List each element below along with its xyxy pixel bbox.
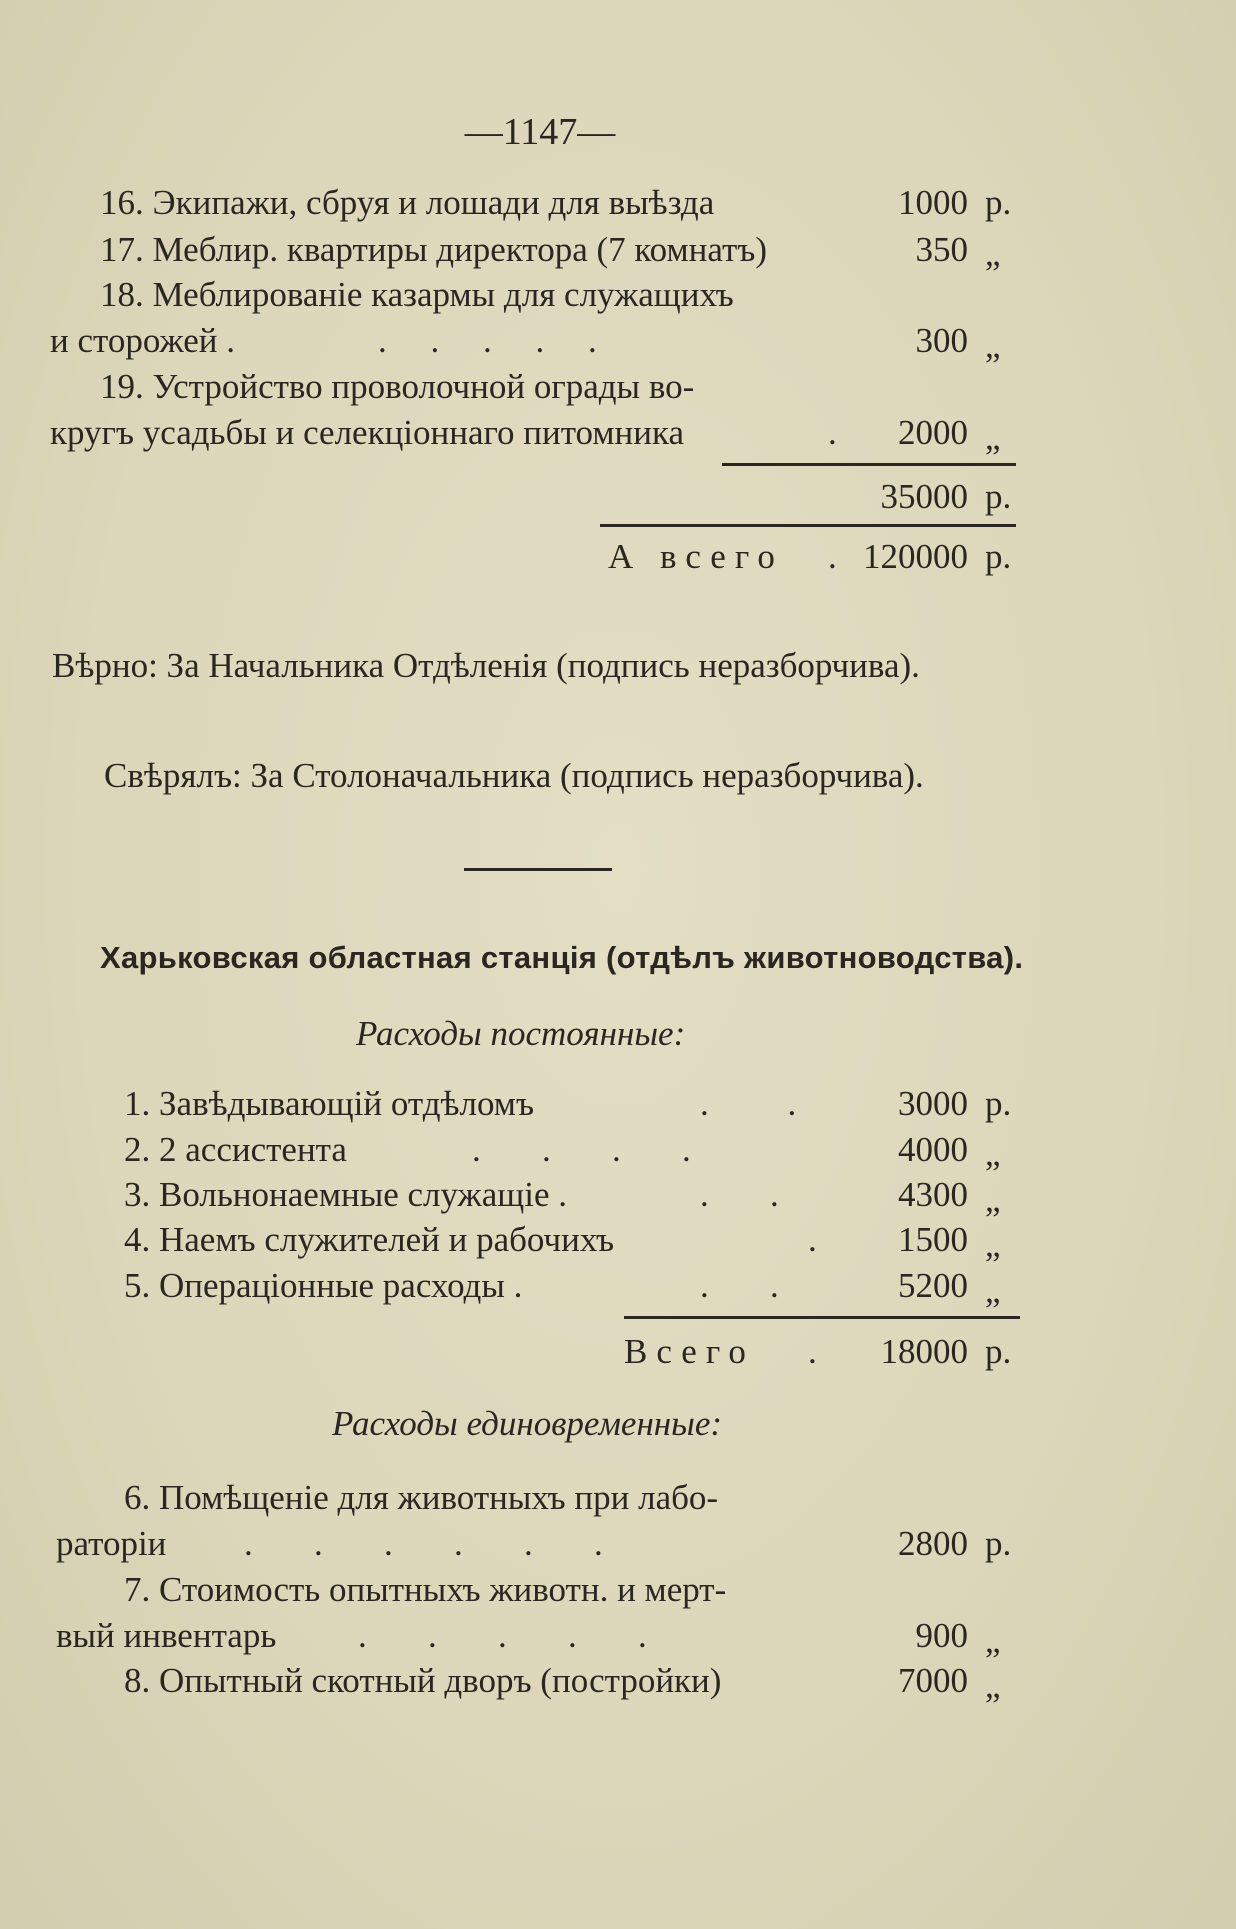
item-19-dots: . [828,413,837,452]
onetime-item-6-amount: 2800 [898,1524,968,1563]
item-18-dots: . . . . . [378,321,597,360]
onetime-item-8-text: 8. Опытный скотный дворъ (постройки) [124,1661,722,1700]
permanent-total-label: Всего [624,1332,755,1371]
checked-note: Свѣрялъ: За Столоначальника (подпись неразборчива). [104,756,924,795]
grand-total-dot: . [828,537,837,576]
item-18-unit: „ [985,326,1001,365]
item-19-text-line1: 19. Устройство проволочной ограды во- [100,367,695,406]
perm-item-3-unit: „ [985,1180,1001,1219]
perm-item-1-dots: . . [700,1084,797,1123]
perm-item-3-text: 3. Вольнонаемные служащіе . [124,1175,567,1214]
perm-item-5-amount: 5200 [898,1266,968,1305]
item-17-unit: „ [985,234,1001,273]
subtotal-unit: р. [985,477,1012,516]
onetime-item-6-text-line1: 6. Помѣщеніе для животныхъ при лабо- [124,1478,719,1517]
perm-item-2-amount: 4000 [898,1130,968,1169]
perm-item-4-text: 4. Наемъ служителей и рабочихъ [124,1220,615,1259]
perm-item-4-amount: 1500 [898,1220,968,1259]
perm-item-1-unit: р. [985,1084,1012,1123]
grand-total-amount: 120000 [863,537,968,576]
verified-note: Вѣрно: За Начальника Отдѣленія (подпись неразборчива). [52,646,920,685]
grand-total-rule [600,524,1016,527]
subtotal-amount: 35000 [880,477,968,516]
onetime-item-8-amount: 7000 [898,1661,968,1700]
grand-total-label: А всего [608,537,784,576]
perm-item-4-unit: „ [985,1225,1001,1264]
perm-item-2-dots: . . . . [472,1130,691,1169]
onetime-item-6-dots: . . . . . . [244,1524,603,1563]
item-16-unit: р. [985,183,1012,222]
item-19-unit: „ [985,418,1001,457]
permanent-total-unit: р. [985,1332,1012,1371]
onetime-item-7-dots: . . . . . [358,1616,647,1655]
item-17-amount: 350 [915,230,968,269]
perm-item-1-amount: 3000 [898,1084,968,1123]
permanent-expenses-title: Расходы постоянные: [356,1014,686,1053]
perm-item-2-text: 2. 2 ассистента [124,1130,347,1169]
item-18-text-line1: 18. Меблированіе казармы для служащихъ [100,275,734,314]
perm-item-5-dots: . . [700,1266,779,1305]
permanent-total-amount: 18000 [880,1332,968,1371]
perm-item-5-unit: „ [985,1271,1001,1310]
onetime-item-7-text-line1: 7. Стоимость опытныхъ животн. и мерт- [124,1570,727,1609]
section-heading: Харьковская областная станція (отдѣлъ животноводства). [100,940,1024,975]
item-16-amount: 1000 [898,183,968,222]
permanent-total-rule [624,1316,1020,1319]
perm-item-3-amount: 4300 [898,1175,968,1214]
item-19-text-line2: кругъ усадьбы и селекціоннаго питомника [50,413,684,452]
item-16-text: 16. Экипажи, сбруя и лошади для выѣзда [100,183,715,222]
item-18-amount: 300 [915,321,968,360]
perm-item-1-text: 1. Завѣдывающій отдѣломъ [124,1084,535,1123]
item-18-text-line2: и сторожей . [50,321,235,360]
item-19-amount: 2000 [898,413,968,452]
perm-item-4-dots: . [808,1220,817,1259]
permanent-total-dot: . [808,1332,817,1371]
onetime-item-6-unit: р. [985,1524,1012,1563]
section-divider [464,868,612,871]
perm-item-5-text: 5. Операціонные расходы . [124,1266,523,1305]
grand-total-unit: р. [985,537,1012,576]
perm-item-2-unit: „ [985,1134,1001,1173]
perm-item-3-dots: . . [700,1175,779,1214]
onetime-item-7-text-line2: вый инвентарь [56,1616,277,1655]
item-17-text: 17. Меблир. квартиры директора (7 комнатъ) [100,230,768,269]
onetime-expenses-title: Расходы единовременные: [332,1404,723,1443]
onetime-item-7-unit: „ [985,1621,1001,1660]
subtotal-rule [722,463,1016,466]
onetime-item-8-unit: „ [985,1666,1001,1705]
onetime-item-7-amount: 900 [915,1616,968,1655]
page-number: —1147— [464,111,616,153]
onetime-item-6-text-line2: раторіи [56,1524,167,1563]
